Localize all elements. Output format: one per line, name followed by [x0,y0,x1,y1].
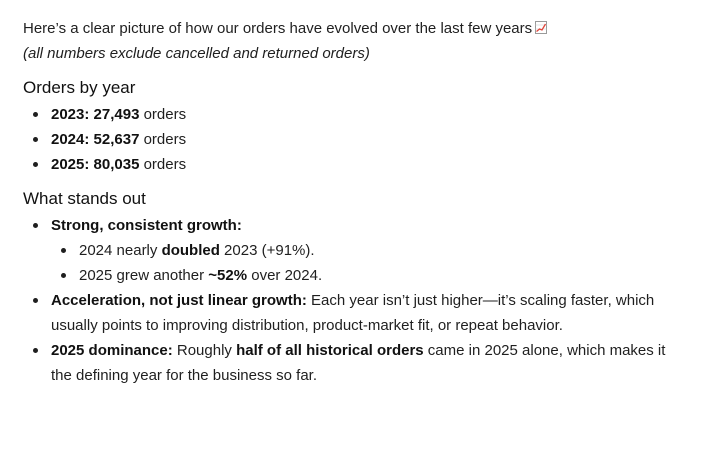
year-item-unit: orders [143,131,187,148]
growth-subitem [79,238,683,263]
year-item-value: 2024: 52,637 [51,131,140,148]
dominance-item [51,338,683,388]
acceleration-text: Each year isn’t just higher—it’s scaling faster, which usually points to improving distribution, product-market fit, or repeat behavior. [51,292,655,334]
stands-out-heading: What stands out [23,189,146,208]
growth-subitem-text: 2025 grew another [79,267,209,284]
growth-subitem-bold: doubled [161,242,220,259]
intro-note: (all numbers exclude cancelled and returned orders) [23,45,370,62]
growth-subitem-bold: ~52% [208,267,248,284]
growth-subitem-text: 2024 nearly [79,242,162,259]
growth-subitem-text: over 2024. [247,267,323,284]
year-item [51,152,683,177]
year-item-value: 2023: 27,493 [51,106,140,123]
dominance-text: Roughly [172,342,237,359]
intro-text: Here’s a clear picture of how our orders have evolved over the last few years [23,20,533,37]
year-item [51,127,683,152]
dominance-text: came in 2025 alone, which makes it the defining year for the business so far. [51,342,666,384]
dominance-bold: half of all historical orders [236,342,424,359]
year-item [51,102,683,127]
chart-increasing-icon [535,21,547,34]
year-item-value: 2025: 80,035 [51,156,140,173]
growth-sublist [51,238,683,288]
growth-subitem-text: 2023 (+91%). [219,242,315,259]
intro-paragraph [23,16,683,41]
year-item-unit: orders [143,156,187,173]
stands-out-list [23,213,683,388]
acceleration-item [51,288,683,338]
growth-subitem [79,263,683,288]
growth-title: Strong, consistent growth: [51,217,242,234]
growth-item [51,213,683,288]
year-item-unit: orders [143,106,187,123]
dominance-title: 2025 dominance: [51,342,173,359]
orders-by-year-heading: Orders by year [23,78,136,97]
orders-by-year-list [23,102,683,177]
acceleration-title: Acceleration, not just linear growth: [51,292,307,309]
